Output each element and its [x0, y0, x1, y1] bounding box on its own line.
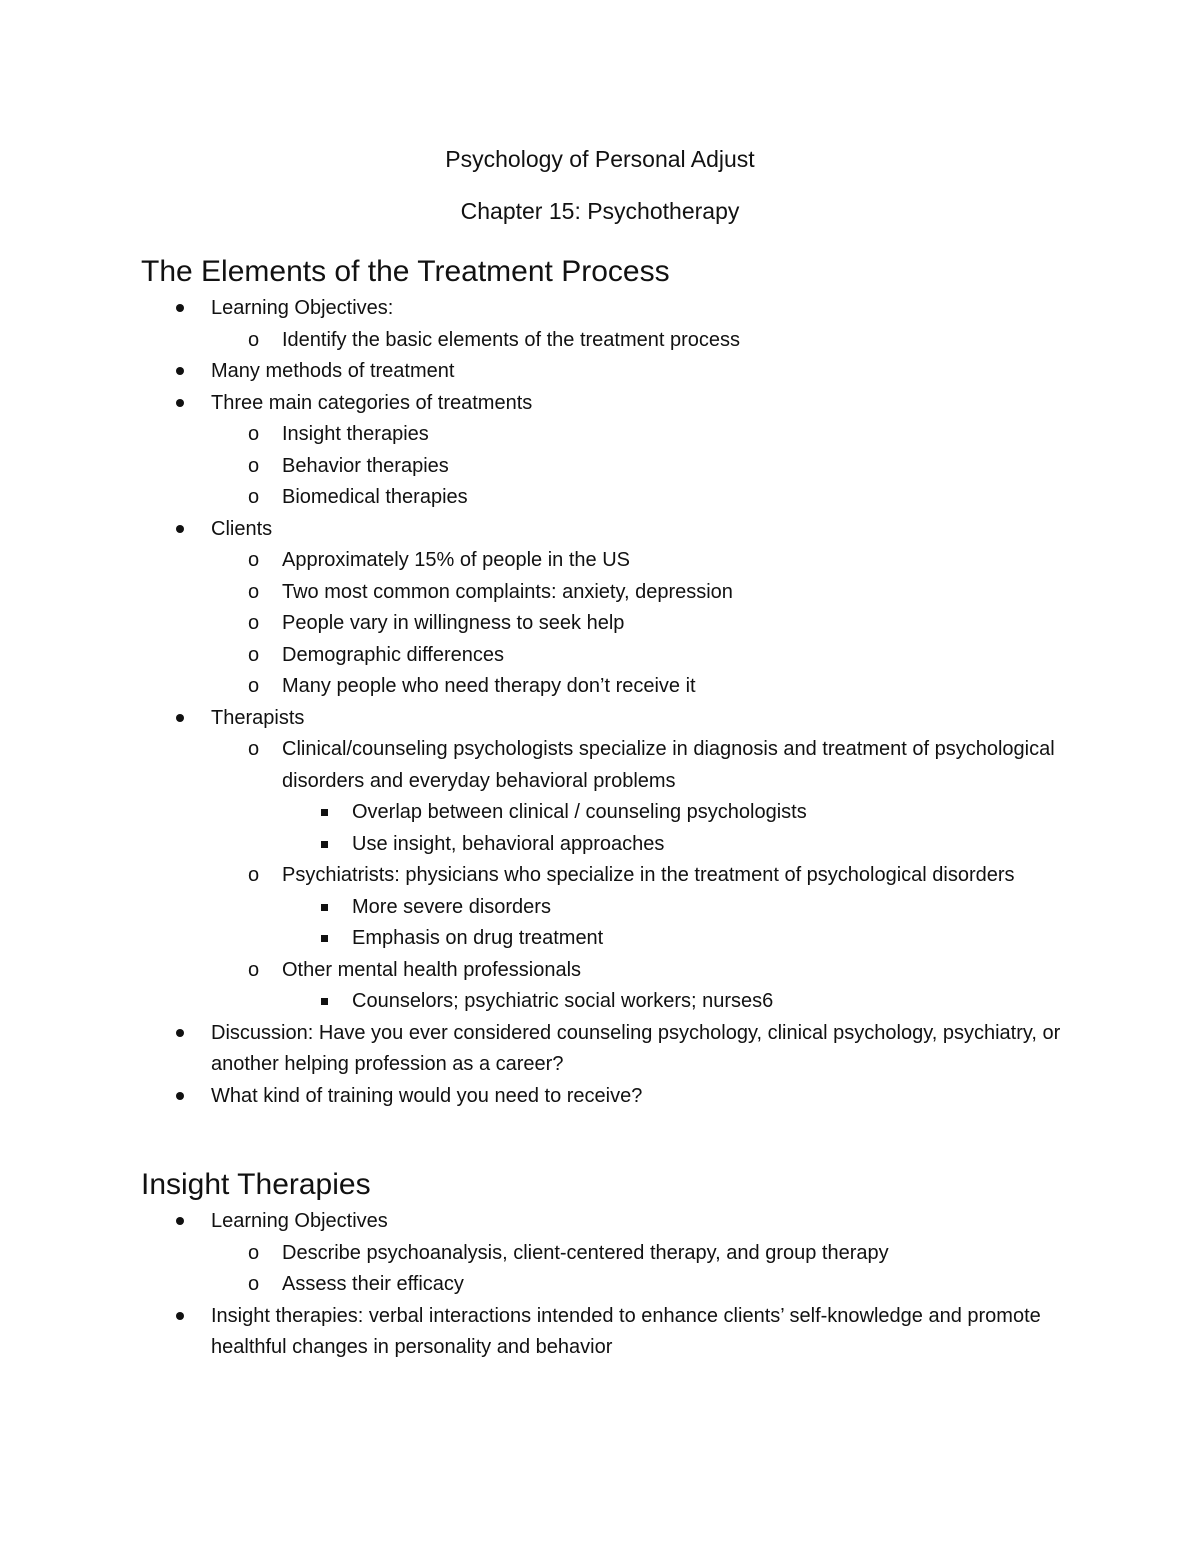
bullet-circle-icon: o [248, 486, 260, 508]
list-item [141, 608, 1101, 640]
list-item-text: Therapists [211, 706, 305, 729]
list-item [141, 451, 1101, 483]
list-item-text: Behavior therapies [282, 454, 449, 477]
list-item-text: Assess their efficacy [282, 1273, 464, 1295]
chapter-subtitle: Chapter 15: Psychotherapy [460, 198, 740, 224]
bullet-dot-icon [176, 1029, 184, 1037]
list-item-text: Use insight, behavioral approaches [352, 832, 665, 855]
list-item [141, 671, 1101, 703]
list-item [141, 923, 1101, 955]
list-item [141, 703, 1101, 735]
list-item [141, 419, 1101, 451]
bullet-list [141, 1206, 1101, 1364]
bullet-square-icon [321, 841, 328, 848]
list-item-text: What kind of training would you need to receive? [211, 1084, 643, 1107]
list-item-text: Identify the basic elements of the treatment process [282, 328, 741, 351]
list-item [141, 482, 1101, 514]
list-item [141, 892, 1101, 924]
list-item [141, 640, 1101, 672]
list-item [141, 356, 1101, 388]
list-item-text: Learning Objectives [211, 1210, 388, 1232]
list-item-text: Overlap between clinical / counseling psychologists [352, 801, 807, 823]
list-item-text: Many people who need therapy don’t receive it [282, 675, 696, 697]
bullet-square-icon [321, 904, 328, 911]
list-item-text: Demographic differences [282, 643, 504, 666]
bullet-dot-icon [176, 525, 184, 533]
list-item-text: Psychiatrists: physicians who specialize in the treatment of psychological disorders [282, 864, 1015, 886]
document-title: Psychology of Personal Adjust [445, 146, 755, 172]
list-item [141, 545, 1101, 577]
list-item-text: Many methods of treatment [211, 360, 455, 382]
bullet-circle-icon: o [248, 549, 260, 571]
bullet-square-icon [321, 998, 328, 1005]
bullet-circle-icon: o [248, 580, 260, 603]
list-item [141, 1269, 1101, 1301]
bullet-list [141, 293, 1101, 1112]
list-item-text: Counselors; psychiatric social workers; nurses6 [352, 990, 774, 1012]
list-item-text: Clinical/counseling psychologists specialize in diagnosis and treatment of psychological disorders and everyday behavioral problems [282, 738, 1055, 792]
list-item [141, 577, 1101, 609]
bullet-dot-icon [176, 714, 184, 722]
bullet-circle-icon: o [248, 958, 260, 981]
section-insight-therapies [141, 1166, 1101, 1364]
list-item [141, 734, 1101, 797]
bullet-dot-icon [176, 399, 184, 407]
bullet-square-icon [321, 935, 328, 942]
section-heading: Insight Therapies [141, 1168, 371, 1201]
list-item [141, 986, 1101, 1018]
bullet-square-icon [321, 809, 328, 816]
list-item [141, 860, 1101, 892]
list-item-text: People vary in willingness to seek help [282, 612, 625, 634]
list-item-text: Discussion: Have you ever considered counseling psychology, clinical psychology, psychiatry, or another helping profession as a career? [211, 1021, 1061, 1075]
list-item [141, 325, 1101, 357]
list-item [141, 388, 1101, 420]
section-treatment-process [141, 253, 1101, 1112]
bullet-circle-icon: o [248, 738, 260, 760]
bullet-circle-icon: o [248, 612, 260, 634]
bullet-circle-icon: o [248, 1241, 260, 1264]
list-item [141, 1081, 1101, 1113]
bullet-circle-icon: o [248, 423, 260, 445]
bullet-dot-icon [176, 304, 184, 312]
list-item [141, 829, 1101, 861]
list-item-text: Emphasis on drug treatment [352, 927, 604, 949]
list-item [141, 797, 1101, 829]
list-item-text: Other mental health professionals [282, 958, 582, 981]
list-item-text: Biomedical therapies [282, 486, 468, 508]
list-item-text: Insight therapies [282, 423, 429, 445]
bullet-circle-icon: o [248, 1273, 260, 1295]
list-item-text: Learning Objectives: [211, 297, 394, 319]
bullet-dot-icon [176, 1092, 184, 1100]
bullet-circle-icon: o [248, 328, 260, 351]
list-item [141, 1238, 1101, 1270]
bullet-circle-icon: o [248, 864, 260, 886]
bullet-circle-icon: o [248, 643, 260, 666]
section-heading: The Elements of the Treatment Process [141, 255, 670, 288]
list-item-text: Describe psychoanalysis, client-centered therapy, and group therapy [282, 1241, 889, 1264]
list-item-text: Three main categories of treatments [211, 391, 533, 414]
list-item-text: Two most common complaints: anxiety, depression [282, 580, 733, 603]
list-item [141, 1018, 1101, 1081]
list-item-text: More severe disorders [352, 895, 551, 918]
list-item [141, 1301, 1101, 1364]
list-item-text: Approximately 15% of people in the US [282, 549, 630, 571]
bullet-dot-icon [176, 1312, 184, 1320]
bullet-dot-icon [176, 367, 184, 375]
list-item-text: Clients [211, 517, 273, 540]
list-item [141, 1206, 1101, 1238]
list-item [141, 293, 1101, 325]
bullet-dot-icon [176, 1217, 184, 1225]
bullet-circle-icon: o [248, 454, 260, 477]
bullet-circle-icon: o [248, 675, 260, 697]
list-item [141, 955, 1101, 987]
list-item-text: Insight therapies: verbal interactions intended to enhance clients’ self-knowledge and promote healthful changes in personality and behavior [211, 1304, 1041, 1358]
list-item [141, 514, 1101, 546]
